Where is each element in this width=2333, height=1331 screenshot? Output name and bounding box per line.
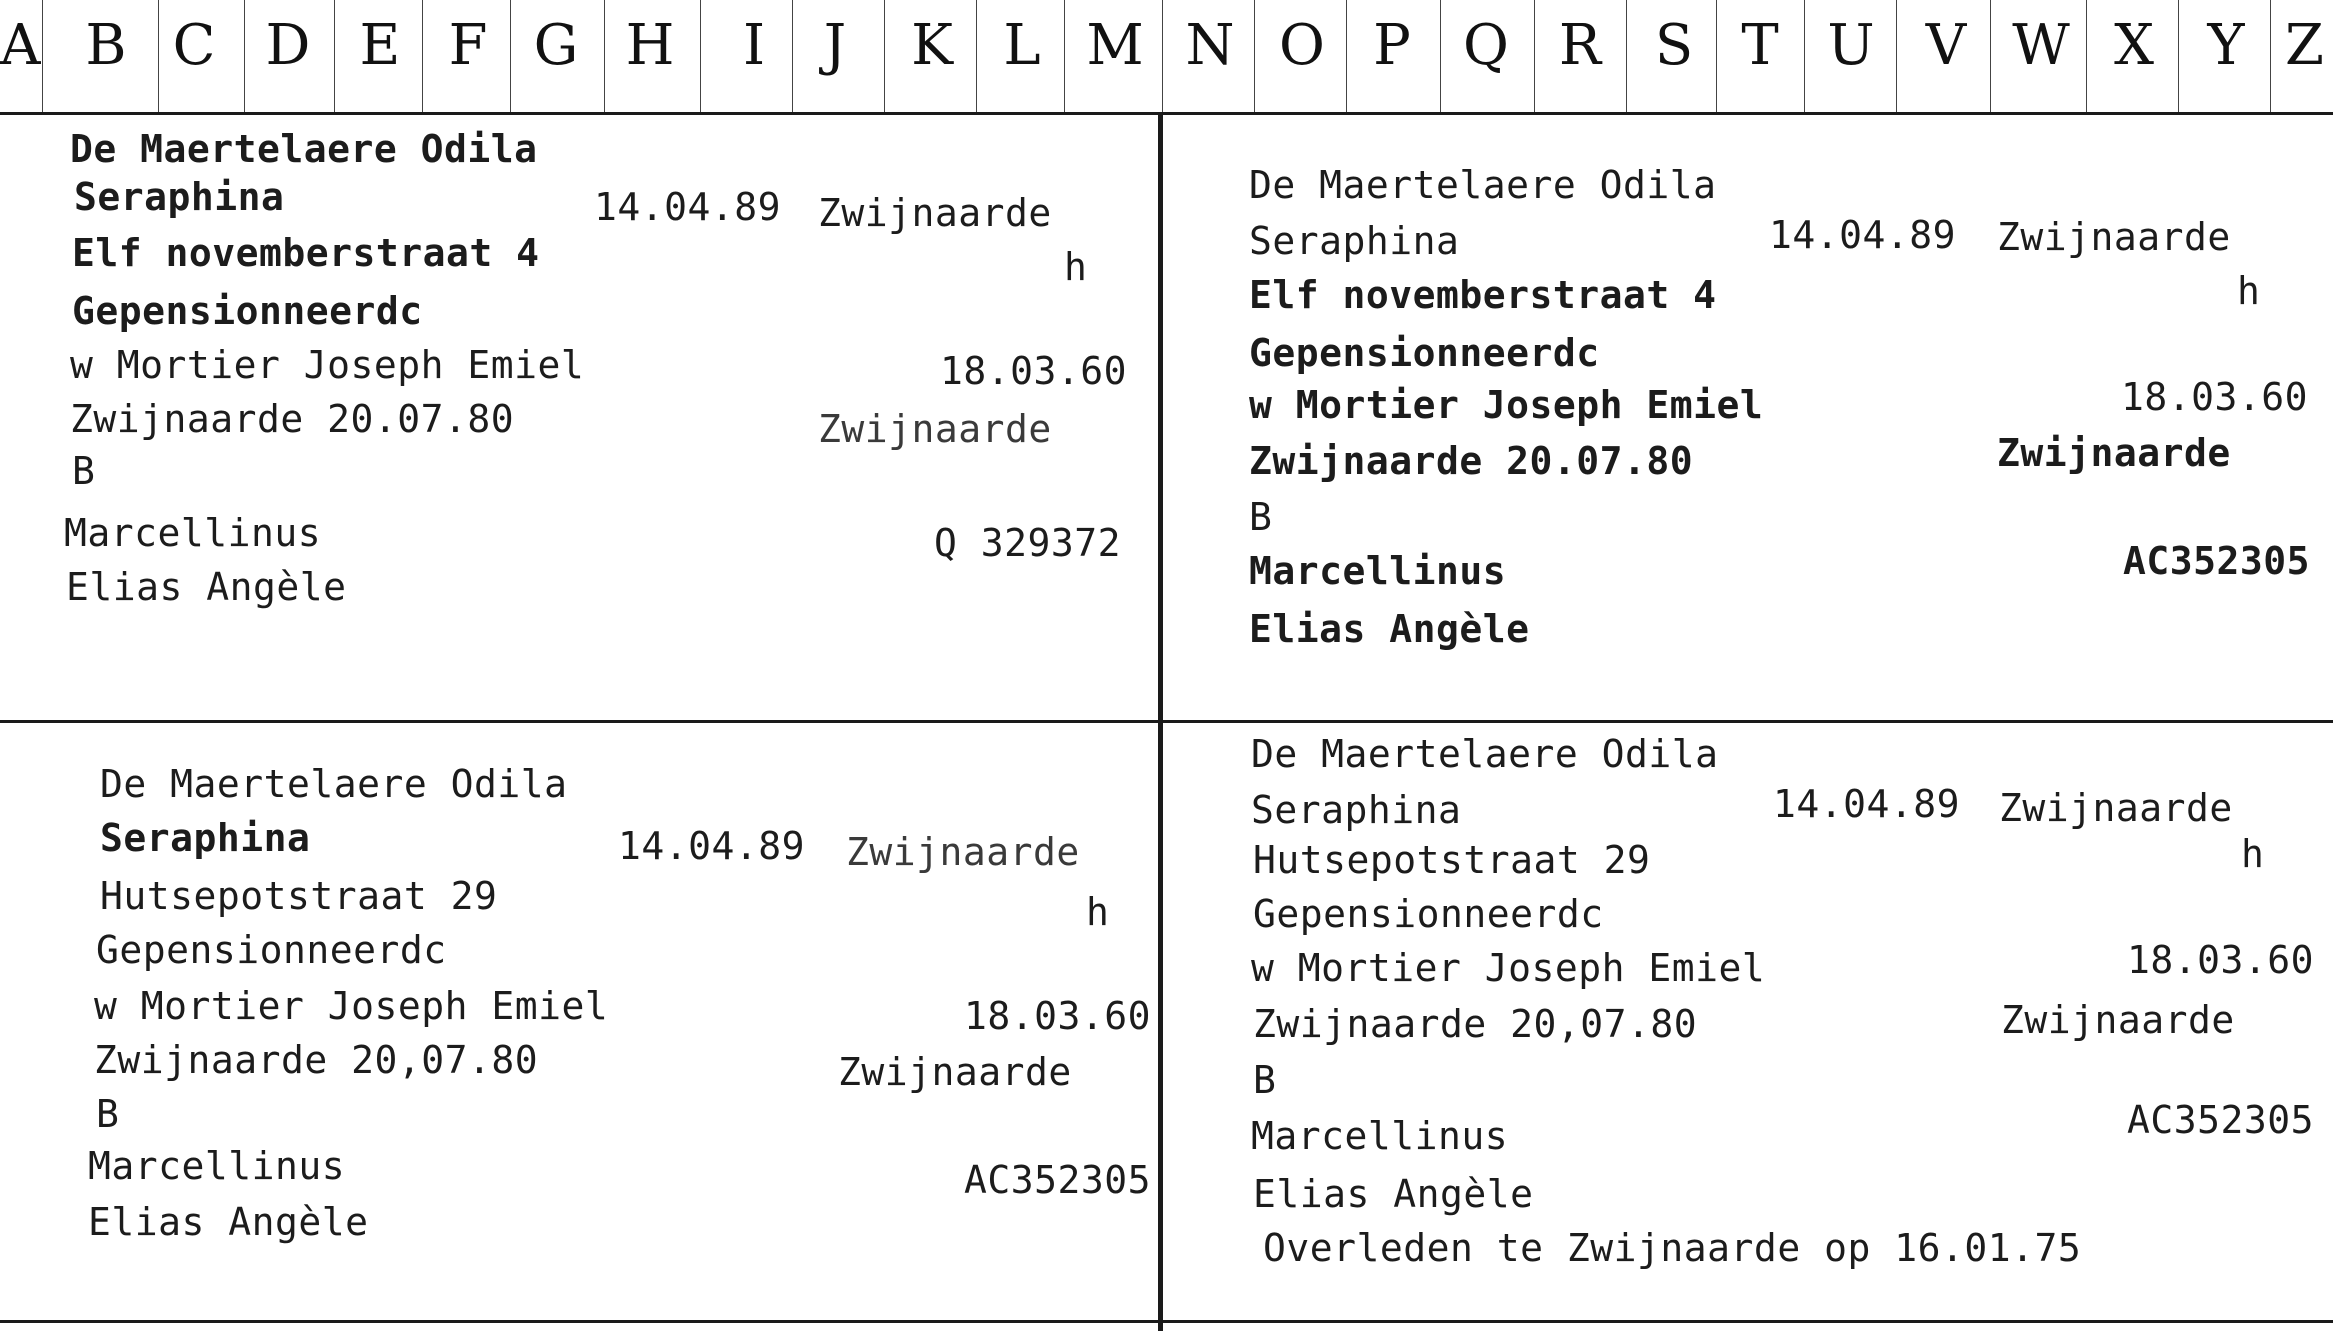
card-name: De Maertelaere Odila — [1251, 732, 1719, 776]
alpha-letter-w: W — [2012, 13, 2070, 78]
alpha-letter-b: B — [85, 13, 127, 78]
card-sex: h — [2241, 832, 2265, 876]
alpha-separator — [1804, 0, 1805, 112]
card-letter: B — [1253, 1058, 1277, 1102]
alpha-letter-a: A — [0, 13, 41, 78]
card-id-number: Q 329372 — [934, 521, 1122, 565]
alpha-letter-f: F — [448, 13, 488, 78]
alpha-letter-n: N — [1185, 13, 1235, 78]
card-occupation: Gepensionneerdc — [72, 289, 423, 333]
card-letter: B — [96, 1092, 120, 1136]
alpha-separator — [1896, 0, 1897, 112]
alpha-separator — [792, 0, 793, 112]
card-birth-place: Zwijnaarde — [846, 830, 1080, 874]
card-birth-place: Zwijnaarde — [1999, 786, 2233, 830]
alpha-separator — [244, 0, 245, 112]
alpha-letter-p: P — [1373, 13, 1411, 78]
card-spouse: w Mortier Joseph Emiel — [1249, 383, 1764, 427]
alpha-separator — [510, 0, 511, 112]
card-spouse: w Mortier Joseph Emiel — [94, 984, 609, 1028]
card-mother: Elias Angèle — [1253, 1172, 1534, 1216]
record-card-bottom-right — [1163, 723, 2333, 1320]
alpha-letter-r: R — [1558, 13, 1602, 78]
card-given-name: Seraphina — [74, 175, 285, 219]
alpha-separator — [1990, 0, 1991, 112]
alpha-letter-x: X — [2114, 13, 2154, 78]
alpha-letter-v: V — [1925, 13, 1967, 78]
alpha-separator — [2178, 0, 2179, 112]
alpha-letter-g: G — [533, 13, 579, 78]
card-birth-date: 14.04.89 — [618, 824, 806, 868]
alpha-separator — [1716, 0, 1717, 112]
alpha-separator — [1162, 0, 1163, 112]
card-father: Marcellinus — [64, 511, 322, 555]
card-death-note: Overleden te Zwijnaarde op 16.01.75 — [1263, 1226, 2082, 1270]
record-card-top-right — [1163, 112, 2333, 720]
card-street: Hutsepotstraat 29 — [1253, 838, 1651, 882]
card-id-number: AC352305 — [964, 1158, 1152, 1202]
card-id-number: AC352305 — [2127, 1098, 2315, 1142]
card-spouse-birth-date: 18.03.60 — [964, 994, 1152, 1038]
card-name: De Maertelaere Odila — [1249, 163, 1717, 207]
record-card-bottom-left — [0, 723, 1158, 1320]
card-marriage: Zwijnaarde 20,07.80 — [94, 1038, 539, 1082]
alpha-letter-l: L — [1003, 13, 1041, 78]
card-birth-date: 14.04.89 — [594, 185, 782, 229]
card-mother: Elias Angèle — [88, 1200, 369, 1244]
card-spouse-birth-place: Zwijnaarde — [818, 407, 1052, 451]
alpha-letter-z: Z — [2285, 13, 2324, 78]
card-letter: B — [1249, 495, 1273, 539]
alpha-letter-o: O — [1279, 13, 1325, 78]
alpha-separator — [1440, 0, 1441, 112]
alpha-letter-i: I — [742, 13, 766, 78]
alpha-letter-k: K — [911, 13, 953, 78]
card-sex: h — [1064, 245, 1088, 289]
alpha-separator — [2270, 0, 2271, 112]
card-spouse: w Mortier Joseph Emiel — [70, 343, 585, 387]
card-street: Elf novemberstraat 4 — [72, 231, 540, 275]
card-spouse-birth-date: 18.03.60 — [2121, 375, 2309, 419]
card-mother: Elias Angèle — [66, 565, 347, 609]
card-id-number: AC352305 — [2123, 539, 2311, 583]
card-given-name: Seraphina — [1249, 219, 1460, 263]
alpha-letter-h: H — [625, 13, 675, 78]
card-occupation: Gepensionneerdc — [1253, 892, 1604, 936]
card-spouse-birth-place: Zwijnaarde — [838, 1050, 1072, 1094]
card-sex: h — [2237, 269, 2261, 313]
alpha-separator — [422, 0, 423, 112]
alpha-separator — [1346, 0, 1347, 112]
card-marriage: Zwijnaarde 20.07.80 — [70, 397, 515, 441]
card-name: De Maertelaere Odila — [70, 127, 538, 171]
alpha-separator — [158, 0, 159, 112]
card-spouse: w Mortier Joseph Emiel — [1251, 946, 1766, 990]
alpha-separator — [1626, 0, 1627, 112]
alpha-separator — [700, 0, 701, 112]
card-sex: h — [1086, 890, 1110, 934]
alpha-letter-t: T — [1741, 13, 1779, 78]
card-spouse-birth-date: 18.03.60 — [2127, 938, 2315, 982]
alpha-separator — [884, 0, 885, 112]
alpha-letter-j: J — [823, 13, 847, 78]
alpha-separator — [1254, 0, 1255, 112]
alpha-separator — [2086, 0, 2087, 112]
alpha-letter-y: Y — [2207, 13, 2245, 78]
card-occupation: Gepensionneerdc — [1249, 331, 1600, 375]
card-birth-place: Zwijnaarde — [818, 191, 1052, 235]
card-street: Hutsepotstraat 29 — [100, 874, 498, 918]
alpha-letter-m: M — [1086, 13, 1144, 78]
bottom-divider — [0, 1320, 2333, 1323]
alpha-letter-q: Q — [1463, 13, 1509, 78]
card-marriage: Zwijnaarde 20,07.80 — [1253, 1002, 1698, 1046]
alpha-letter-u: U — [1827, 13, 1875, 78]
card-spouse-birth-place: Zwijnaarde — [1997, 431, 2231, 475]
card-birth-place: Zwijnaarde — [1997, 215, 2231, 259]
alpha-letter-s: S — [1654, 13, 1694, 78]
card-street: Elf novemberstraat 4 — [1249, 273, 1717, 317]
card-occupation: Gepensionneerdc — [96, 928, 447, 972]
card-mother: Elias Angèle — [1249, 607, 1530, 651]
alpha-separator — [604, 0, 605, 112]
alpha-separator — [1534, 0, 1535, 112]
card-spouse-birth-place: Zwijnaarde — [2001, 998, 2235, 1042]
card-given-name: Seraphina — [100, 816, 311, 860]
alpha-letter-c: C — [172, 13, 216, 78]
alpha-separator — [976, 0, 977, 112]
alpha-separator — [1064, 0, 1065, 112]
card-spouse-birth-date: 18.03.60 — [940, 349, 1128, 393]
alpha-separator — [42, 0, 43, 112]
alpha-letter-e: E — [359, 13, 401, 78]
card-marriage: Zwijnaarde 20.07.80 — [1249, 439, 1694, 483]
card-name: De Maertelaere Odila — [100, 762, 568, 806]
record-card-top-left — [0, 112, 1158, 720]
alpha-separator — [334, 0, 335, 112]
card-father: Marcellinus — [1251, 1114, 1509, 1158]
card-given-name: Seraphina — [1251, 788, 1462, 832]
card-father: Marcellinus — [1249, 549, 1507, 593]
alphabet-index-strip — [0, 0, 2333, 115]
alpha-letter-d: D — [265, 13, 311, 78]
card-letter: B — [72, 449, 96, 493]
card-birth-date: 14.04.89 — [1773, 782, 1961, 826]
card-father: Marcellinus — [88, 1144, 346, 1188]
card-birth-date: 14.04.89 — [1769, 213, 1957, 257]
